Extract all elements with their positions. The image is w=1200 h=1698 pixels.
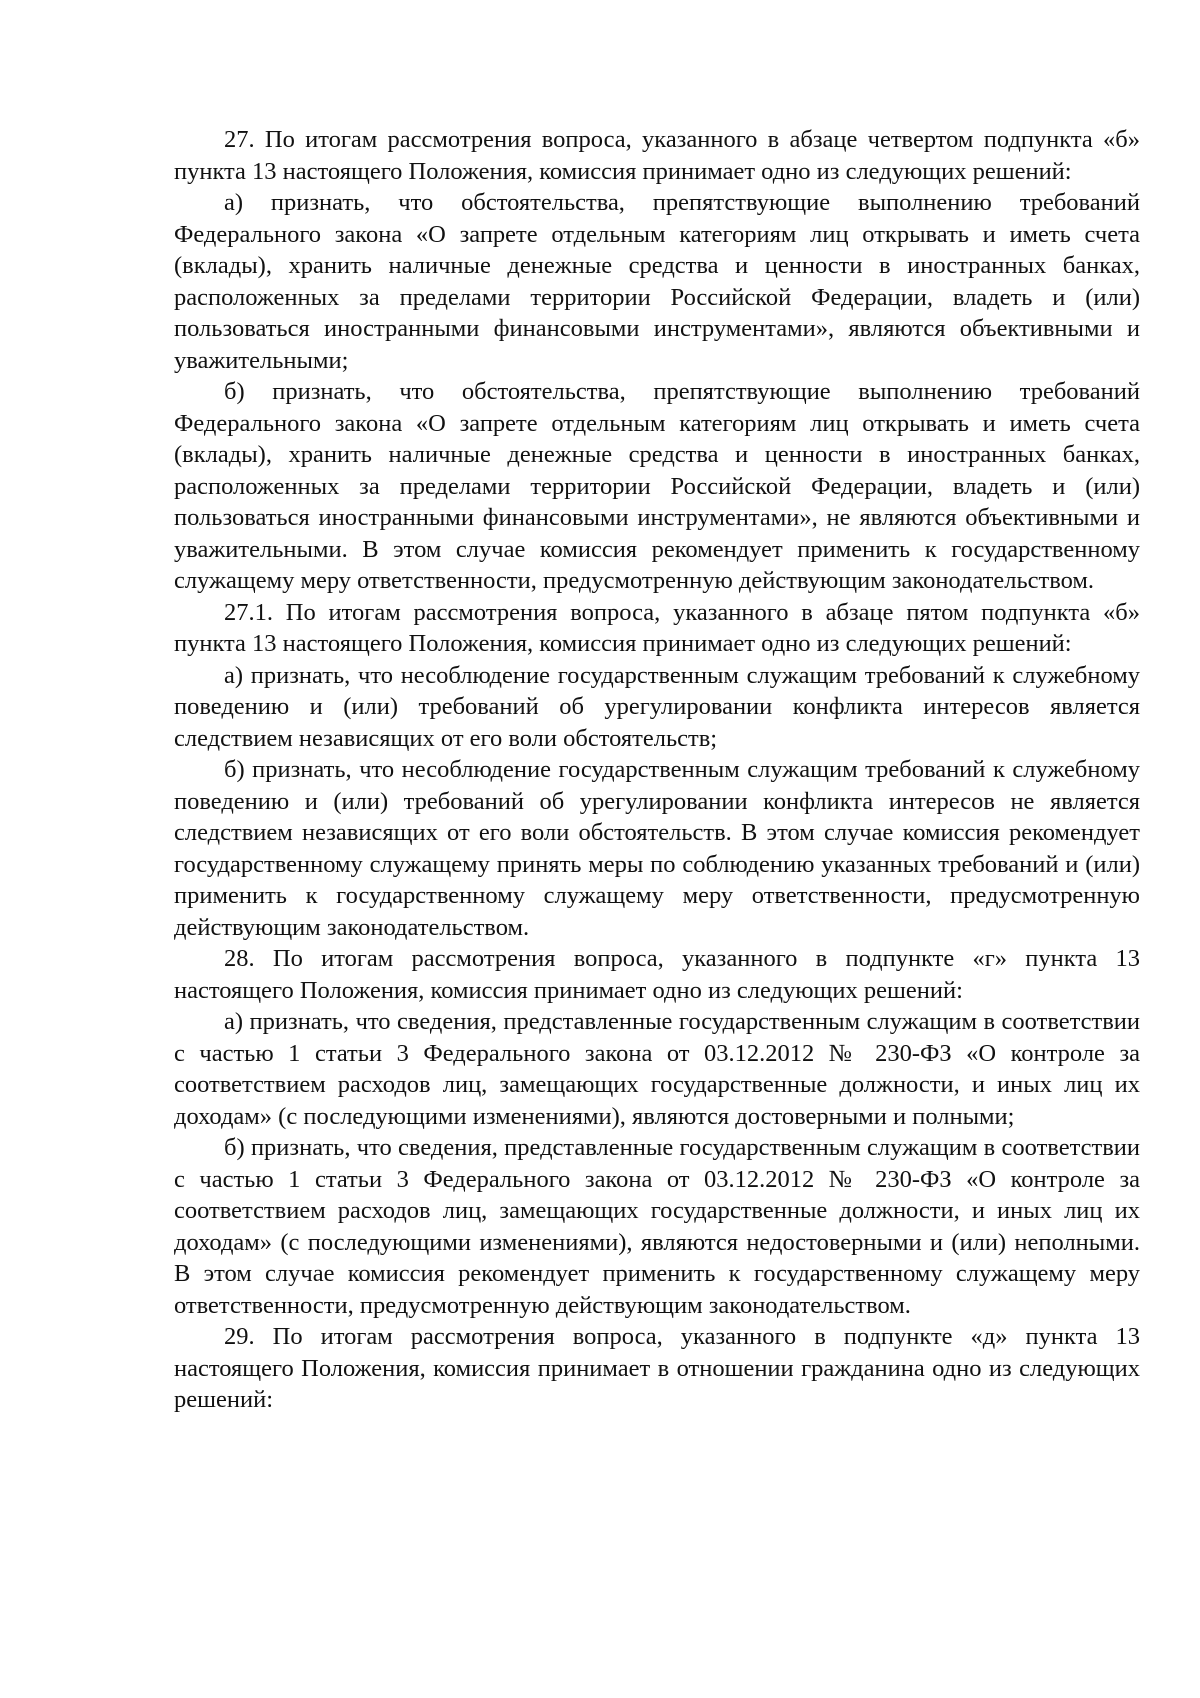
paragraph-27-1-b: б) признать, что несоблюдение государственным служащим требований к служебному поведению и (или) требований об урегулировании конфликта интересов не является следствием независящих от его воли обстоятельств. В этом случае комиссия рекомендует государственному служащему принять меры по соблюдению указанных требований и (или) применить к государственному служащему меру ответственности, предусмотренную действующим законодательством. (174, 756, 1140, 941)
paragraph-27-a: а) признать, что обстоятельства, препятствующие выполнению требований Федерального закона «О запрете отдельным категориям лиц открывать и иметь счета (вклады), хранить наличные денежные средства и ценности в иностранных банках, расположенных за пределами территории Российской Федерации, владеть и (или) пользоваться иностранными финансовыми инструментами», являются объективными и уважительными; (174, 189, 1140, 374)
paragraph-28: 28. По итогам рассмотрения вопроса, указанного в подпункте «г» пункта 13 настоящего Положения, комиссия принимает одно из следующих решений: (174, 945, 1140, 1004)
paragraph-27-1: 27.1. По итогам рассмотрения вопроса, указанного в абзаце пятом подпункта «б» пункта 13 настоящего Положения, комиссия принимает одно из следующих решений: (174, 598, 1140, 657)
paragraph-29: 29. По итогам рассмотрения вопроса, указанного в подпункте «д» пункта 13 настоящего Положения, комиссия принимает в отношении гражданина одно из следующих решений: (174, 1323, 1140, 1413)
paragraph-27: 27. По итогам рассмотрения вопроса, указанного в абзаце четвертом подпункта «б» пункта 13 настоящего Положения, комиссия принимает одно из следующих решений: (174, 126, 1140, 185)
paragraph-28-b: б) признать, что сведения, представленные государственным служащим в соответствии с частью 1 статьи 3 Федерального закона от 03.12.2012 № 230-ФЗ «О контроле за соответствием расходов лиц, замещающих государственные должности, и иных лиц их доходам» (с последующими изменениями), являются недостоверными и (или) неполными. В этом случае комиссия рекомендует применить к государственному служащему меру ответственности, предусмотренную действующим законодательством. (174, 1134, 1140, 1319)
document-body (174, 124, 1140, 1416)
paragraph-27-b: б) признать, что обстоятельства, препятствующие выполнению требований Федерального закона «О запрете отдельным категориям лиц открывать и иметь счета (вклады), хранить наличные денежные средства и ценности в иностранных банках, расположенных за пределами территории Российской Федерации, владеть и (или) пользоваться иностранными финансовыми инструментами», не являются объективными и уважительными. В этом случае комиссия рекомендует применить к государственному служащему меру ответственности, предусмотренную действующим законодательством. (174, 378, 1140, 594)
paragraph-27-1-a: а) признать, что несоблюдение государственным служащим требований к служебному поведению и (или) требований об урегулировании конфликта интересов является следствием независящих от его воли обстоятельств; (174, 661, 1140, 752)
paragraph-28-a: а) признать, что сведения, представленные государственным служащим в соответствии с частью 1 статьи 3 Федерального закона от 03.12.2012 № 230-ФЗ «О контроле за соответствием расходов лиц, замещающих государственные должности, и иных лиц их доходам» (с последующими изменениями), являются достоверными и полными; (174, 1008, 1140, 1130)
